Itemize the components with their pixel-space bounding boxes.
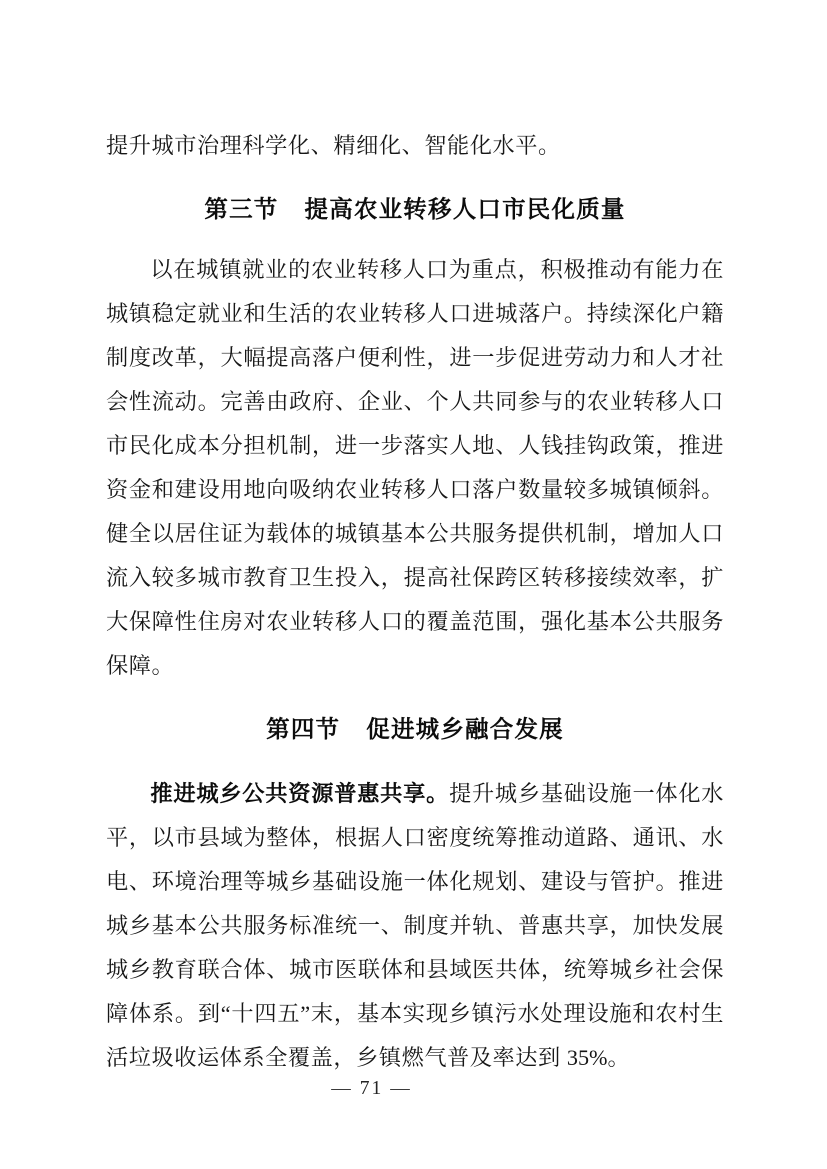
section-four-body-text-part-1: 提升城乡基础设施一体化水平，以市县域为整体，根据人口密度统筹推动道路、通讯、水电、环境治理等城乡基础设施一体化规划、建设与管护。推进城乡基本公共服务标准统一、制度并轨、普惠共享，加快发展城乡教育联合体、城市医联体和县域医共体，统筹城乡社会保障体系。到“十四五”末，基本实现乡镇污水处理设施和农村生活垃圾收运体系全覆盖，乡镇燃气普及率达到 (106, 781, 724, 1070)
section-four-number: 第四节 (266, 717, 341, 743)
section-four-body-text-part-2: 。 (607, 1045, 631, 1070)
carryover-paragraph: 提升城市治理科学化、精细化、智能化水平。 (106, 133, 561, 158)
page-number-value: 71 (359, 1078, 384, 1099)
section-heading-three (106, 190, 724, 230)
page-number-footer (0, 1078, 827, 1100)
section-three-title: 提高农业转移人口市民化质量 (304, 197, 626, 223)
spacer-after-carryover (106, 168, 724, 190)
page-content-area (106, 124, 724, 1080)
section-three-body-paragraph: 以在城镇就业的农业转移人口为重点，积极推动有能力在城镇稳定就业和生活的农业转移人口进城落户。持续深化户籍制度改革，大幅提高落户便利性，进一步促进劳动力和人才社会性流动。完善由政府、企业、个人共同参与的农业转移人口市民化成本分担机制，进一步落实人地、人钱挂钩政策，推进资金和建设用地向吸纳农业转移人口落户数量较多城镇倾斜。健全以居住证为载体的城镇基本公共服务提供机制，增加人口流入较多城市教育卫生投入，提高社保跨区转移接续效率，扩大保障性住房对农业转移人口的覆盖范围，强化基本公共服务保障。 (106, 257, 724, 678)
spacer-before-section-three-body (106, 230, 724, 248)
page-number-dash-left: — (331, 1078, 353, 1099)
page-number-dash-right: — (390, 1078, 412, 1099)
section-four-lead-in: 推进城乡公共资源普惠共享。 (150, 781, 450, 806)
spacer-before-section-four-body (106, 750, 724, 772)
section-four-title: 促进城乡融合发展 (366, 717, 564, 743)
section-heading-four (106, 710, 724, 750)
section-three-number: 第三节 (204, 197, 279, 223)
gas-coverage-rate-figure: 35% (566, 1045, 608, 1070)
spacer-after-section-three-body (106, 688, 724, 710)
section-four-body-paragraph (106, 772, 724, 1080)
